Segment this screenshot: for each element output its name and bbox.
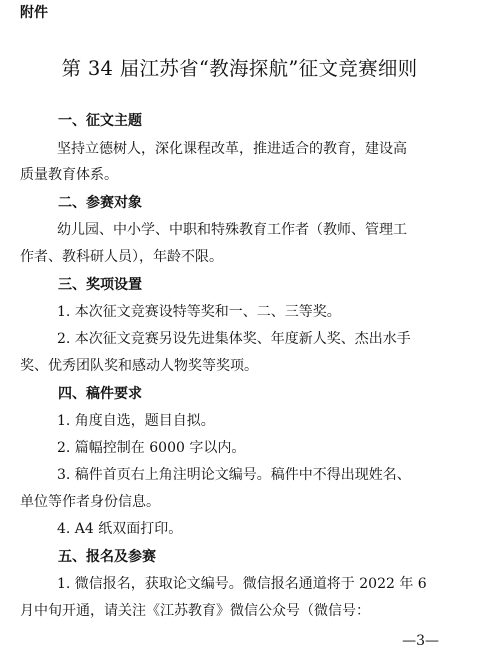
section-heading-theme: 一、征文主题: [58, 113, 142, 129]
paragraph-line: 奖、优秀团队奖和感动人物奖等奖项。: [20, 358, 258, 374]
paragraph-line: 幼儿园、中小学、中职和特殊教育工作者（教师、管理工: [57, 222, 407, 238]
page-title: 第 34 届江苏省“教海探航”征文竞赛细则: [61, 57, 418, 80]
section-heading-awards: 三、奖项设置: [58, 277, 142, 293]
page-number: —3—: [402, 633, 439, 649]
list-item: 1. 微信报名，获取论文编号。微信报名通道将于 2022 年 6: [57, 576, 427, 592]
section-heading-participants: 二、参赛对象: [58, 195, 142, 211]
attachment-label: 附件: [20, 5, 48, 21]
list-item: 1. 本次征文竞赛设特等奖和一、二、三等奖。: [57, 304, 341, 320]
paragraph-line: 作者、教科研人员），年龄不限。: [20, 249, 223, 265]
section-heading-registration: 五、报名及参赛: [58, 549, 156, 565]
list-item: 1. 角度自选，题目自拟。: [57, 413, 215, 429]
list-item: 4. A4 纸双面打印。: [57, 521, 183, 537]
list-item: 2. 本次征文竞赛另设先进集体奖、年度新人奖、杰出水手: [57, 331, 411, 347]
list-item: 3. 稿件首页右上角注明论文编号。稿件中不得出现姓名、: [57, 467, 411, 483]
paragraph-line: 坚持立德树人，深化课程改革，推进适合的教育，建设高: [57, 141, 407, 157]
paragraph-line: 月中旬开通，请关注《江苏教育》微信公众号（微信号：: [20, 603, 370, 619]
paragraph-line: 质量教育体系。: [20, 167, 118, 183]
paragraph-line: 单位等作者身份信息。: [20, 494, 160, 510]
list-item: 2. 篇幅控制在 6000 字以内。: [57, 440, 246, 456]
section-heading-requirements: 四、稿件要求: [58, 386, 142, 402]
